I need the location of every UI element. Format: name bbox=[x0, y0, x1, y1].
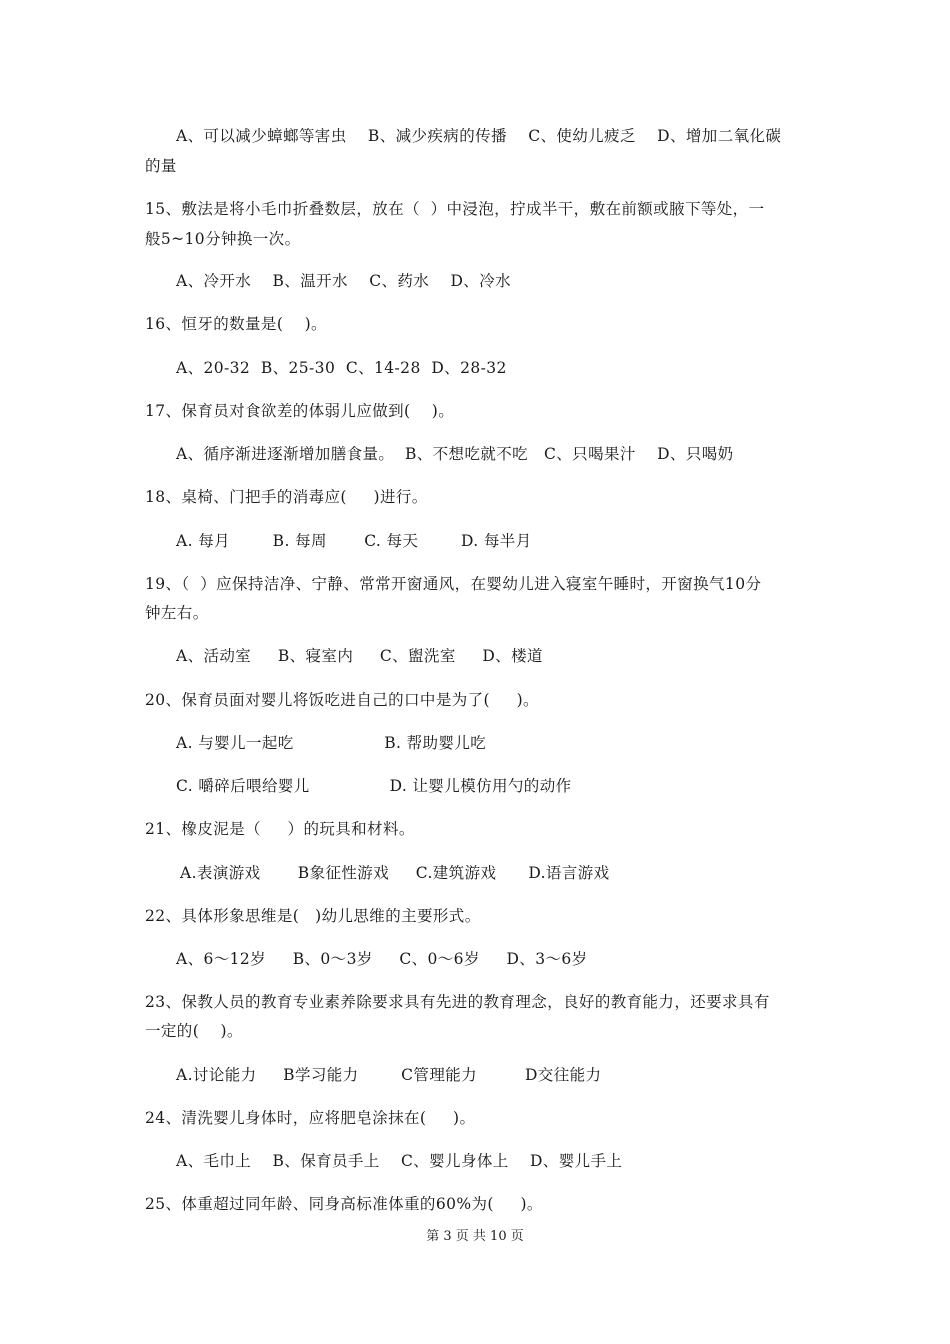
text-line: 16、恒牙的数量是( )。 bbox=[145, 315, 327, 333]
text-line: A. 每月 B. 每周 C. 每天 D. 每半月 bbox=[176, 532, 532, 550]
text-line: 一定的( )。 bbox=[145, 1022, 243, 1040]
text-line: A、活动室 B、寝室内 C、盥洗室 D、楼道 bbox=[176, 647, 543, 665]
text-line: A、20-32 B、25-30 C、14-28 D、28-32 bbox=[176, 359, 507, 377]
text-line: 19、（ ）应保持洁净、宁静、常常开窗通风，在婴幼儿进入寝室午睡时，开窗换气10分 bbox=[145, 575, 762, 593]
text-line: 的量 bbox=[145, 157, 177, 175]
text-line: 25、体重超过同年龄、同身高标准体重的60%为( )。 bbox=[145, 1195, 543, 1213]
text-line: A、冷开水 B、温开水 C、药水 D、冷水 bbox=[176, 272, 511, 290]
text-line: 18、桌椅、门把手的消毒应( )进行。 bbox=[145, 488, 428, 506]
text-line: A、循序渐进逐渐增加膳食量。 B、不想吃就不吃 C、只喝果汁 D、只喝奶 bbox=[176, 445, 734, 463]
text-line: A、可以减少蟑螂等害虫 B、减少疾病的传播 C、使幼儿疲乏 D、增加二氧化碳 bbox=[176, 127, 782, 145]
text-line: 般5~10分钟换一次。 bbox=[145, 230, 301, 248]
text-line: 17、保育员对食欲差的体弱儿应做到( )。 bbox=[145, 402, 455, 420]
text-line: 20、保育员面对婴儿将饭吃进自己的口中是为了( )。 bbox=[145, 691, 539, 709]
text-line: 15、敷法是将小毛巾折叠数层，放在（ ）中浸泡，拧成半干，敷在前额或腋下等处，一 bbox=[145, 200, 765, 218]
text-line: 22、具体形象思维是( )幼儿思维的主要形式。 bbox=[145, 907, 481, 925]
text-line: A. 与婴儿一起吃 B. 帮助婴儿吃 bbox=[176, 734, 487, 752]
page-footer: 第 3 页 共 10 页 bbox=[426, 1229, 524, 1244]
text-line: 钟左右。 bbox=[145, 604, 209, 622]
text-line: 23、保教人员的教育专业素养除要求具有先进的教育理念，良好的教育能力，还要求具有 bbox=[145, 993, 770, 1011]
text-line: A、6～12岁 B、0～3岁 C、0～6岁 D、3～6岁 bbox=[176, 950, 588, 968]
text-line: 24、清洗婴儿身体时，应将肥皂涂抹在( )。 bbox=[145, 1109, 476, 1127]
text-line: C. 嚼碎后喂给婴儿 D. 让婴儿模仿用勺的动作 bbox=[176, 777, 572, 795]
text-line: A、毛巾上 B、保育员手上 C、婴儿身体上 D、婴儿手上 bbox=[176, 1152, 623, 1170]
text-line: A.讨论能力 B学习能力 C管理能力 D交往能力 bbox=[176, 1066, 602, 1084]
text-line: A.表演游戏 B象征性游戏 C.建筑游戏 D.语言游戏 bbox=[180, 864, 610, 882]
text-line: 21、橡皮泥是（ ）的玩具和材料。 bbox=[145, 820, 415, 838]
